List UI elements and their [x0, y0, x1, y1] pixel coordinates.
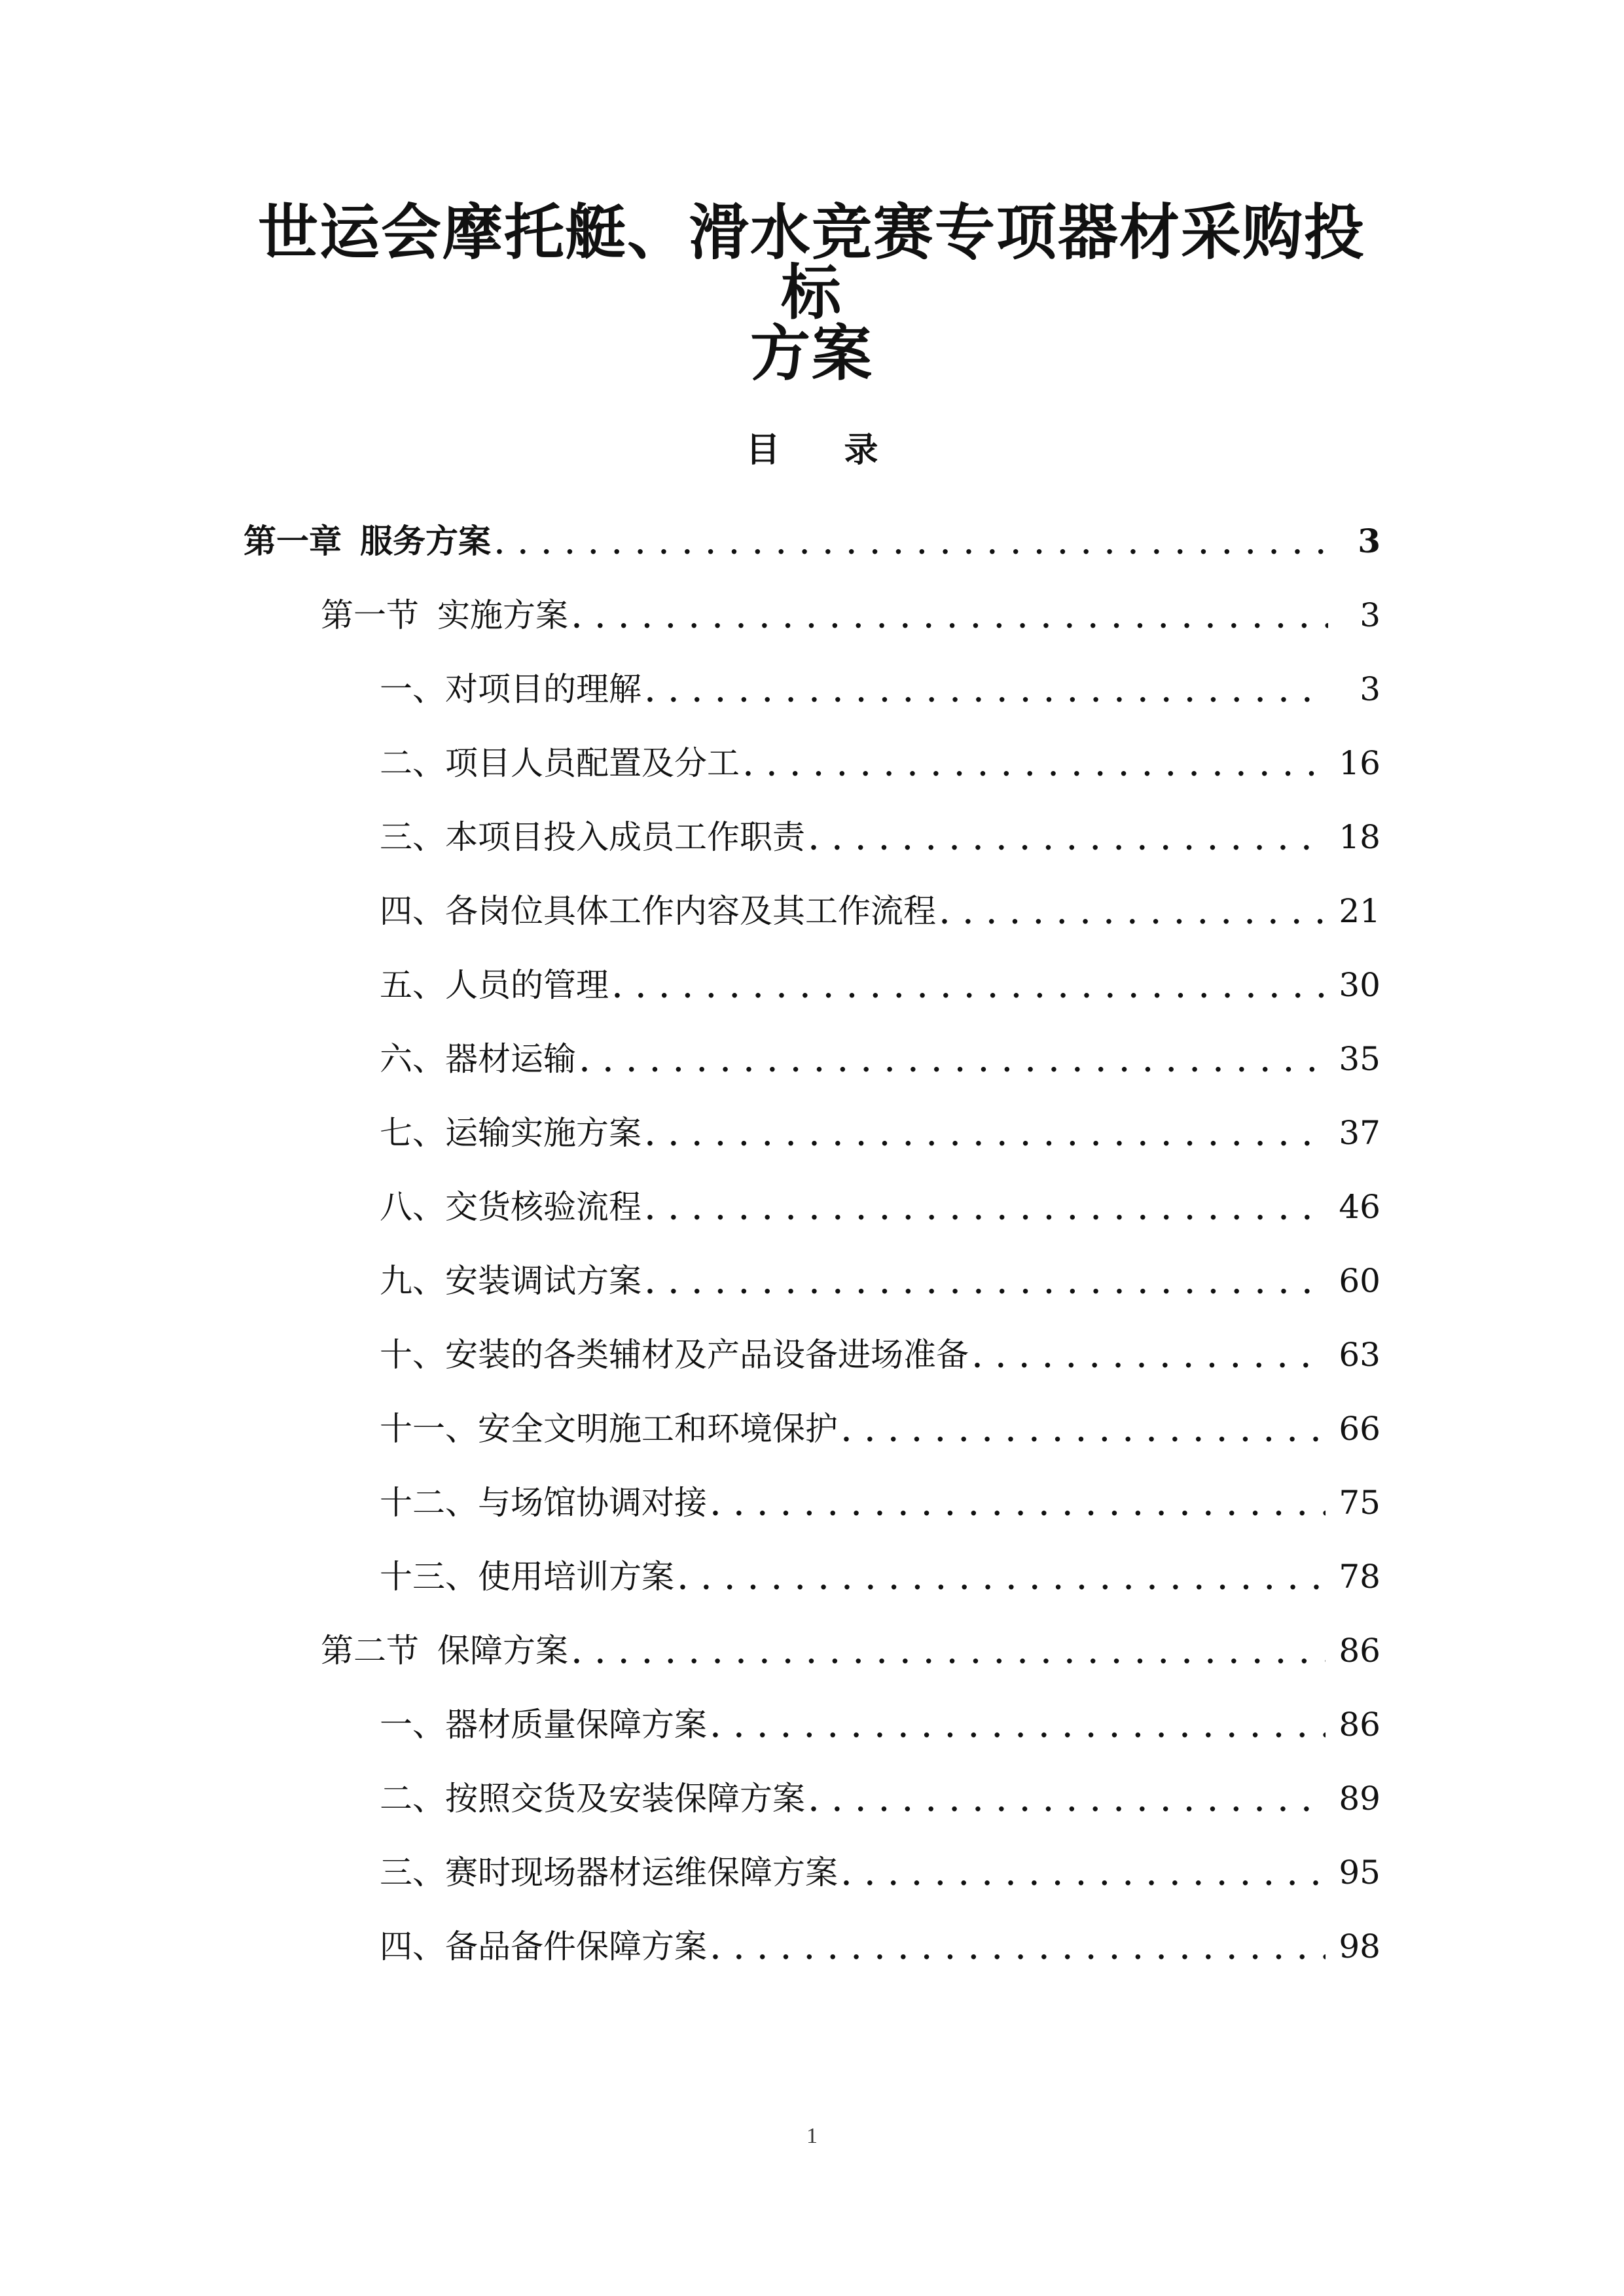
toc-entry-title [380, 670, 641, 708]
toc-entry-title [380, 1113, 641, 1152]
toc-dot-leader [613, 976, 1326, 1002]
toc-entry-title [380, 817, 805, 856]
toc-entry-label: 七、运输实施方案 [380, 1113, 641, 1152]
toc-entry-label: 二、按照交货及安装保障方案 [380, 1779, 805, 1818]
toc-entry-page-number: 16 [1339, 744, 1380, 782]
toc-entry-page-number: 86 [1339, 1631, 1380, 1670]
toc-entry-title [380, 1335, 969, 1374]
toc-entry[interactable] [0, 652, 1624, 726]
toc-dot-leader [645, 1124, 1326, 1150]
toc-entry[interactable] [0, 726, 1624, 800]
toc-entry-label: 四、备品备件保障方案 [380, 1927, 707, 1965]
toc-entry-label: 九、安装调试方案 [380, 1261, 641, 1300]
toc-entry[interactable] [0, 1835, 1624, 1909]
toc-dot-leader [842, 1420, 1326, 1446]
toc-entry-title [380, 1927, 707, 1965]
toc-dot-leader [744, 754, 1326, 780]
toc-entry-page-number: 75 [1339, 1483, 1380, 1522]
toc-heading: 目 录 [746, 431, 905, 470]
page-number: 1 [806, 2124, 818, 2148]
toc-entry-title [380, 744, 740, 782]
toc-dot-leader [495, 532, 1328, 558]
toc-entry[interactable] [0, 948, 1624, 1022]
toc-entry-label: 三、本项目投入成员工作职责 [380, 817, 805, 856]
toc-entry-label: 保障方案 [437, 1631, 568, 1670]
toc-entry-title [380, 1705, 707, 1744]
toc-entry-title [380, 1039, 576, 1078]
toc-entry[interactable] [0, 1244, 1624, 1318]
toc-entry[interactable] [0, 1687, 1624, 1761]
toc-entry-title [380, 1557, 674, 1596]
toc-entry-page-number: 3 [1360, 596, 1380, 634]
toc-entry-label: 一、器材质量保障方案 [380, 1705, 707, 1744]
toc-entry-page-number: 30 [1339, 965, 1380, 1004]
toc-entry-page-number: 98 [1339, 1927, 1380, 1965]
toc-dot-leader [809, 1789, 1326, 1816]
toc-entry-page-number: 78 [1339, 1557, 1380, 1596]
toc-entry-page-number: 46 [1339, 1187, 1380, 1226]
toc-entry-page-number: 89 [1339, 1779, 1380, 1818]
toc-entry-title [380, 1779, 805, 1818]
toc-entry-prefix: 第一章 [244, 522, 342, 560]
toc-entry[interactable] [0, 1761, 1624, 1835]
toc-entry-label: 二、项目人员配置及分工 [380, 744, 740, 782]
toc-entry[interactable] [0, 1096, 1624, 1170]
toc-entry-title [380, 891, 936, 930]
toc-entry[interactable] [0, 1613, 1624, 1687]
toc-dot-leader [580, 1050, 1326, 1076]
toc-dot-leader [572, 606, 1328, 632]
toc-entry-title [380, 1853, 838, 1892]
table-of-contents [0, 504, 1624, 1983]
toc-entry-page-number: 66 [1339, 1409, 1380, 1448]
toc-entry-title [380, 1409, 838, 1448]
toc-entry[interactable] [0, 1170, 1624, 1244]
toc-entry-title [321, 1631, 568, 1670]
toc-entry-title [380, 1261, 641, 1300]
document-title-line-1: 世运会摩托艇、滑水竞赛专项器材采购投标 [257, 198, 1365, 328]
toc-entry-prefix: 第一节 [321, 596, 419, 634]
toc-entry[interactable] [0, 1909, 1624, 1983]
toc-dot-leader [711, 1494, 1326, 1520]
toc-entry[interactable] [0, 1022, 1624, 1096]
toc-dot-leader [940, 902, 1326, 928]
toc-entry-page-number: 37 [1339, 1113, 1380, 1152]
toc-dot-leader [809, 828, 1326, 854]
toc-dot-leader [572, 1641, 1326, 1668]
toc-dot-leader [645, 680, 1328, 706]
toc-dot-leader [645, 1198, 1326, 1224]
toc-entry-title [380, 1483, 707, 1522]
toc-entry-page-number: 60 [1339, 1261, 1380, 1300]
toc-entry-label: 一、对项目的理解 [380, 670, 641, 708]
toc-entry-label: 四、各岗位具体工作内容及其工作流程 [380, 891, 936, 930]
toc-entry-page-number: 86 [1339, 1705, 1380, 1744]
toc-entry-title [321, 596, 568, 634]
toc-entry[interactable] [0, 1539, 1624, 1613]
toc-entry-page-number: 35 [1339, 1039, 1380, 1078]
toc-entry-page-number: 3 [1358, 521, 1380, 560]
toc-dot-leader [973, 1346, 1326, 1372]
toc-dot-leader [645, 1272, 1326, 1298]
toc-entry-label: 实施方案 [437, 596, 568, 634]
toc-entry[interactable] [0, 1465, 1624, 1539]
toc-entry-label: 十一、安全文明施工和环境保护 [380, 1409, 838, 1448]
toc-entry[interactable] [0, 874, 1624, 948]
toc-entry-page-number: 3 [1360, 670, 1380, 708]
toc-dot-leader [711, 1715, 1326, 1742]
toc-entry-title [380, 965, 609, 1004]
toc-entry-label: 六、器材运输 [380, 1039, 576, 1078]
toc-entry-label: 三、赛时现场器材运维保障方案 [380, 1853, 838, 1892]
toc-entry-label: 五、人员的管理 [380, 965, 609, 1004]
toc-entry-page-number: 18 [1339, 817, 1380, 856]
toc-dot-leader [678, 1568, 1326, 1594]
toc-entry-title [380, 1187, 641, 1226]
toc-entry[interactable] [0, 1391, 1624, 1465]
toc-entry[interactable] [0, 504, 1624, 578]
toc-entry-label: 服务方案 [360, 522, 491, 560]
toc-entry-page-number: 63 [1339, 1335, 1380, 1374]
toc-entry-page-number: 95 [1339, 1853, 1380, 1892]
toc-entry-label: 八、交货核验流程 [380, 1187, 641, 1226]
toc-entry[interactable] [0, 1318, 1624, 1391]
toc-entry-label: 十二、与场馆协调对接 [380, 1483, 707, 1522]
toc-entry-title [244, 522, 491, 560]
toc-entry-prefix: 第二节 [321, 1631, 419, 1670]
toc-entry[interactable] [0, 578, 1624, 652]
toc-dot-leader [711, 1937, 1326, 1964]
toc-entry-label: 十三、使用培训方案 [380, 1557, 674, 1596]
toc-entry-label: 十、安装的各类辅材及产品设备进场准备 [380, 1335, 969, 1374]
toc-dot-leader [842, 1863, 1326, 1890]
toc-entry[interactable] [0, 800, 1624, 874]
toc-entry-page-number: 21 [1339, 891, 1380, 930]
document-title-line-2: 方案 [749, 319, 873, 389]
